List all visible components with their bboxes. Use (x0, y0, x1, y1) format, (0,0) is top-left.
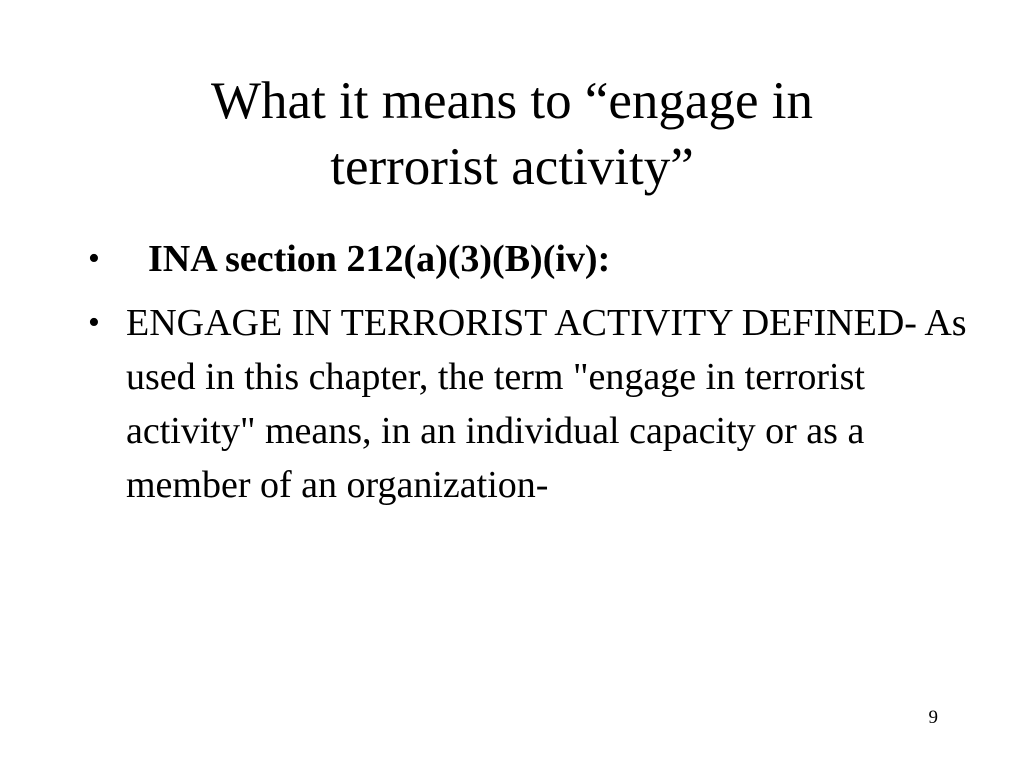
bullet-text-definition: ENGAGE IN TERRORIST ACTIVITY DEFINED- As used in this chapter, the term "engage in terrorist activity" means, in an individual capacity or as a member of an organization- (126, 302, 967, 506)
slide-title-line-2: terrorist activity” (330, 138, 694, 196)
bullet-list (88, 232, 968, 522)
slide-title-line-1: What it means to “engage in (211, 72, 813, 130)
bullet-item-ina-section (88, 232, 968, 286)
bullet-icon: • (88, 240, 100, 277)
bullet-text-ina-section: INA section 212(a)(3)(B)(iv): (148, 238, 611, 280)
bullet-item-definition (88, 296, 968, 512)
bullet-icon: • (88, 304, 100, 341)
page-number: 9 (928, 707, 938, 728)
slide-title (112, 68, 912, 200)
